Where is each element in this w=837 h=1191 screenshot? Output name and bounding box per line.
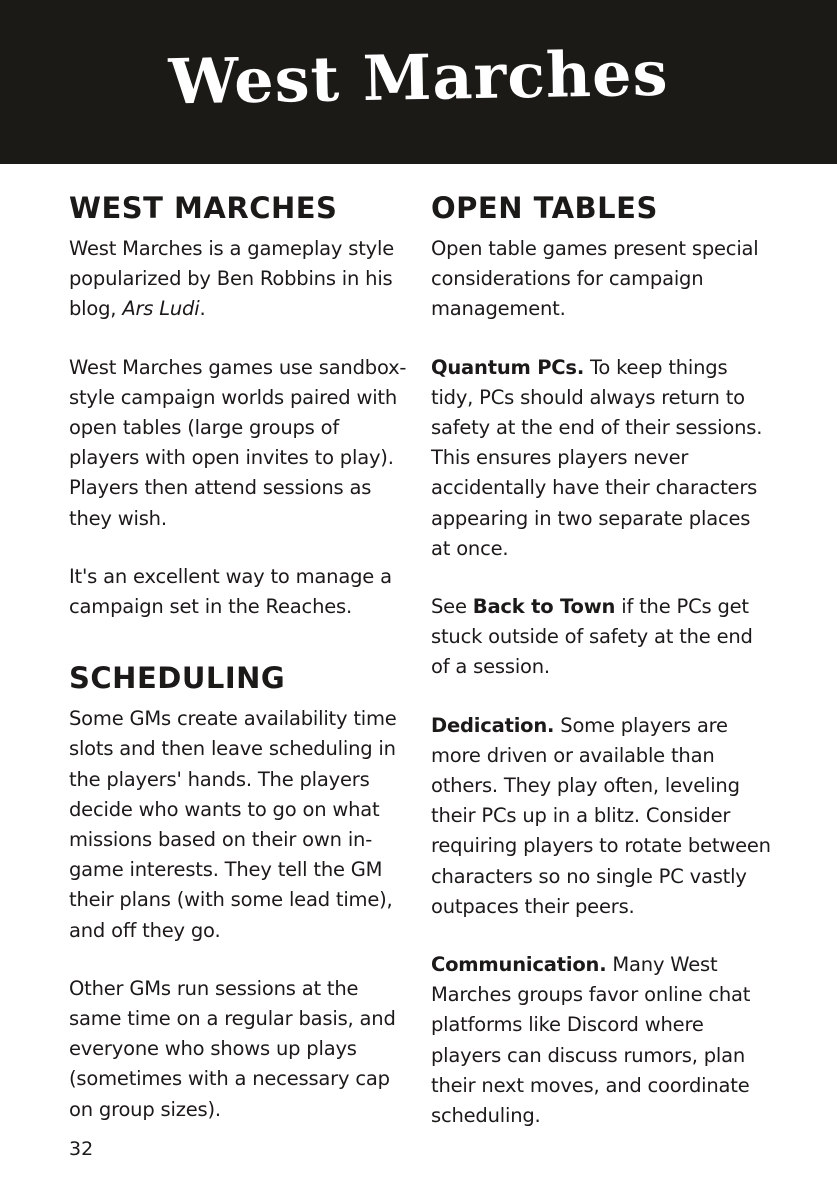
- blog-title: Ars Ludi: [122, 297, 200, 321]
- back-to-town-post: if the PCs get stuck outside of safety at the end of a session.: [431, 595, 753, 679]
- scheduling-paragraph-2: Other GMs run sessions at the same time on a regular basis, and everyone who shows up plays (sometimes with a necessary cap on group sizes).: [69, 976, 396, 1121]
- right-column: [431, 188, 771, 1159]
- west-marches-p1-end: .: [199, 297, 206, 321]
- communication-paragraph: [431, 950, 771, 1131]
- west-marches-p1-text: West Marches is a gameplay style popularized by Ben Robbins in his blog,: [69, 237, 395, 321]
- back-to-town-paragraph: [431, 592, 771, 683]
- west-marches-paragraph-3: It's an excellent way to manage a campaign set in the Reaches.: [69, 564, 392, 619]
- west-marches-paragraph-2: West Marches games use sandbox-style campaign worlds paired with open tables (large groups of players with open invites to play). Players then attend sessions as they wish.: [69, 355, 407, 530]
- west-marches-paragraph-1: [69, 234, 411, 325]
- header-banner: [0, 0, 837, 164]
- open-tables-intro: Open table games present special considerations for campaign management.: [431, 237, 759, 321]
- quantum-pcs-lead: Quantum PCs.: [431, 355, 585, 379]
- back-to-town-pre: See: [431, 595, 473, 619]
- scheduling-paragraph-1: Some GMs create availability time slots and then leave scheduling in the players' hands. The players decide who wants to go on what missions based on their own in-game interests. They tell the GM their plans (with some lead time), and off they go.: [69, 707, 397, 942]
- dedication-lead: Dedication.: [431, 713, 555, 737]
- section-heading-west-marches: WEST MARCHES: [69, 191, 338, 225]
- quantum-pcs-text: To keep things tidy, PCs should always return to safety at the end of their sessions. This ensures players never accidentally have their characters appearing in two separate places at once.: [431, 355, 763, 560]
- page-number: 32: [69, 1138, 94, 1160]
- back-to-town-reference: Back to Town: [472, 595, 616, 619]
- dedication-paragraph: [431, 711, 771, 922]
- quantum-pcs-paragraph: [431, 353, 771, 564]
- page-title: West Marches: [167, 36, 669, 119]
- left-column: [69, 188, 411, 1153]
- dedication-text: Some players are more driven or available than others. They play often, leveling their PCs up in a blitz. Consider requiring players to rotate between characters so no single PC vastly outpaces their peers.: [431, 713, 771, 918]
- communication-lead: Communication.: [431, 953, 607, 977]
- communication-text: Many West Marches groups favor online chat platforms like Discord where players can discuss rumors, plan their next moves, and coordinate scheduling.: [431, 953, 751, 1128]
- section-heading-scheduling: SCHEDULING: [69, 661, 286, 696]
- section-heading-open-tables: OPEN TABLES: [431, 191, 658, 225]
